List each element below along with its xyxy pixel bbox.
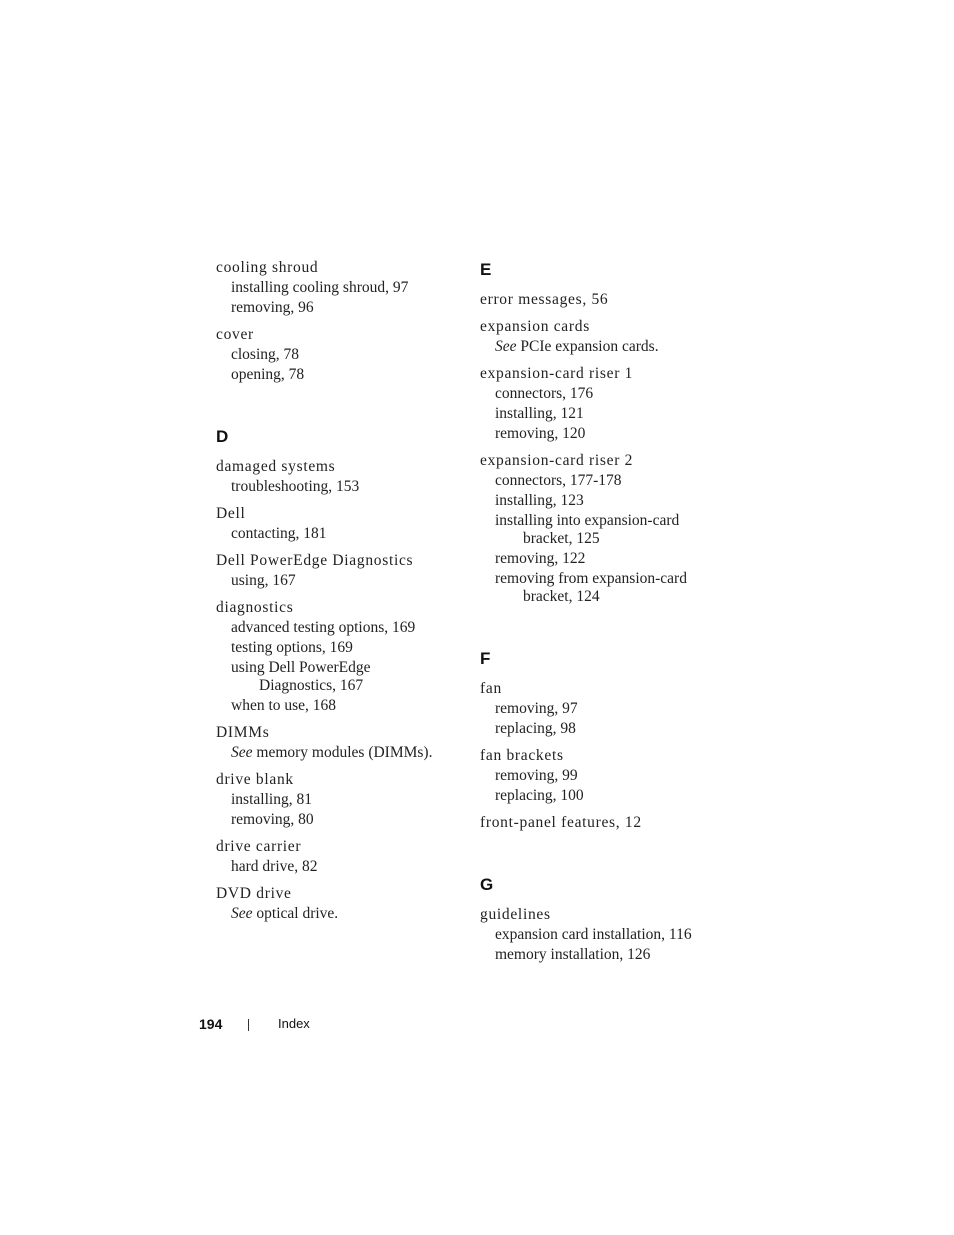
- index-subterm: connectors, 176: [495, 385, 594, 402]
- index-subterm: removing, 122: [495, 550, 586, 567]
- index-term: drive carrier: [216, 838, 302, 855]
- index-column-right: [480, 258, 730, 972]
- index-subterm-line: removing from expansion-card: [495, 570, 687, 587]
- index-subterm: expansion card installation, 116: [495, 926, 692, 943]
- index-subterm: installing, 81: [231, 791, 312, 808]
- index-entry-expansion-cards: [480, 317, 730, 357]
- page-number: 194: [199, 1016, 223, 1032]
- index-term: expansion-card riser 2: [480, 452, 634, 469]
- index-subterm: opening, 78: [231, 366, 305, 383]
- index-entry-dvd-drive: [216, 884, 466, 924]
- index-entry-diagnostics: [216, 598, 466, 716]
- index-subterm-line: using Dell PowerEdge: [231, 659, 371, 676]
- index-entry-damaged-systems: [216, 457, 466, 497]
- index-term: front-panel features, 12: [480, 814, 642, 831]
- index-term: drive blank: [216, 771, 294, 788]
- index-entry-cooling-shroud: [216, 258, 466, 318]
- index-term: Dell PowerEdge Diagnostics: [216, 552, 414, 569]
- index-term: diagnostics: [216, 599, 294, 616]
- footer-section-title: Index: [278, 1016, 310, 1031]
- index-term: guidelines: [480, 906, 551, 923]
- index-subterm: [480, 569, 730, 607]
- index-subterm: closing, 78: [231, 346, 300, 363]
- index-subterm: advanced testing options, 169: [231, 619, 416, 636]
- index-term: cover: [216, 326, 254, 343]
- index-cross-reference: [216, 904, 466, 924]
- see-label: See: [231, 744, 253, 761]
- index-subterm: installing, 123: [495, 492, 584, 509]
- index-term: expansion-card riser 1: [480, 365, 634, 382]
- see-target: optical drive.: [252, 905, 339, 922]
- index-term: fan: [480, 680, 502, 697]
- index-subterm: contacting, 181: [231, 525, 327, 542]
- index-subterm: connectors, 177-178: [495, 472, 622, 489]
- index-subterm: removing, 97: [495, 700, 578, 717]
- index-term: fan brackets: [480, 747, 564, 764]
- index-column-left: [216, 258, 466, 931]
- index-entry-expansion-card-riser-2: [480, 451, 730, 607]
- index-subterm: troubleshooting, 153: [231, 478, 360, 495]
- index-entry-drive-blank: [216, 770, 466, 830]
- index-subterm-continuation: Diagnostics, 167: [259, 677, 364, 694]
- index-subterm: removing, 99: [495, 767, 578, 784]
- index-cross-reference: [480, 337, 730, 357]
- index-subterm: removing, 80: [231, 811, 314, 828]
- index-term: DIMMs: [216, 724, 270, 741]
- section-letter-d: D: [216, 427, 229, 446]
- index-subterm: hard drive, 82: [231, 858, 318, 875]
- section-letter-g: G: [480, 875, 494, 894]
- index-term: DVD drive: [216, 885, 292, 902]
- section-letter-f: F: [480, 649, 491, 668]
- index-entry-fan-brackets: [480, 746, 730, 806]
- section-letter-e: E: [480, 260, 492, 279]
- index-entry-error-messages: [480, 290, 730, 310]
- index-subterm: using, 167: [231, 572, 296, 589]
- index-entry-dell-poweredge-diagnostics: [216, 551, 466, 591]
- index-subterm-continuation: bracket, 124: [523, 588, 600, 605]
- index-subterm-continuation: bracket, 125: [523, 530, 600, 547]
- see-target: memory modules (DIMMs).: [252, 744, 433, 761]
- index-subterm: memory installation, 126: [495, 946, 651, 963]
- index-entry-cover: [216, 325, 466, 385]
- index-entry-front-panel-features: [480, 813, 730, 833]
- index-entry-dimms: [216, 723, 466, 763]
- index-term: expansion cards: [480, 318, 590, 335]
- index-subterm: removing, 120: [495, 425, 586, 442]
- index-subterm: installing, 121: [495, 405, 584, 422]
- index-subterm-line: installing into expansion-card: [495, 512, 680, 529]
- index-entry-dell: [216, 504, 466, 544]
- index-entry-drive-carrier: [216, 837, 466, 877]
- index-term: error messages, 56: [480, 291, 609, 308]
- index-subterm: removing, 96: [231, 299, 314, 316]
- index-term: cooling shroud: [216, 259, 319, 276]
- index-subterm: replacing, 100: [495, 787, 584, 804]
- index-entry-guidelines: [480, 905, 730, 965]
- index-cross-reference: [216, 743, 466, 763]
- index-subterm: installing cooling shroud, 97: [231, 279, 409, 296]
- index-term: damaged systems: [216, 458, 336, 475]
- index-subterm: testing options, 169: [231, 639, 353, 656]
- footer-divider: [248, 1019, 249, 1031]
- index-entry-fan: [480, 679, 730, 739]
- index-subterm: when to use, 168: [231, 697, 337, 714]
- index-term: Dell: [216, 505, 246, 522]
- index-subterm: [480, 511, 730, 549]
- index-subterm: [216, 658, 466, 696]
- see-label: See: [231, 905, 253, 922]
- index-subterm: replacing, 98: [495, 720, 576, 737]
- index-entry-expansion-card-riser-1: [480, 364, 730, 444]
- see-label: See: [495, 338, 517, 355]
- see-target: PCIe expansion cards.: [516, 338, 659, 355]
